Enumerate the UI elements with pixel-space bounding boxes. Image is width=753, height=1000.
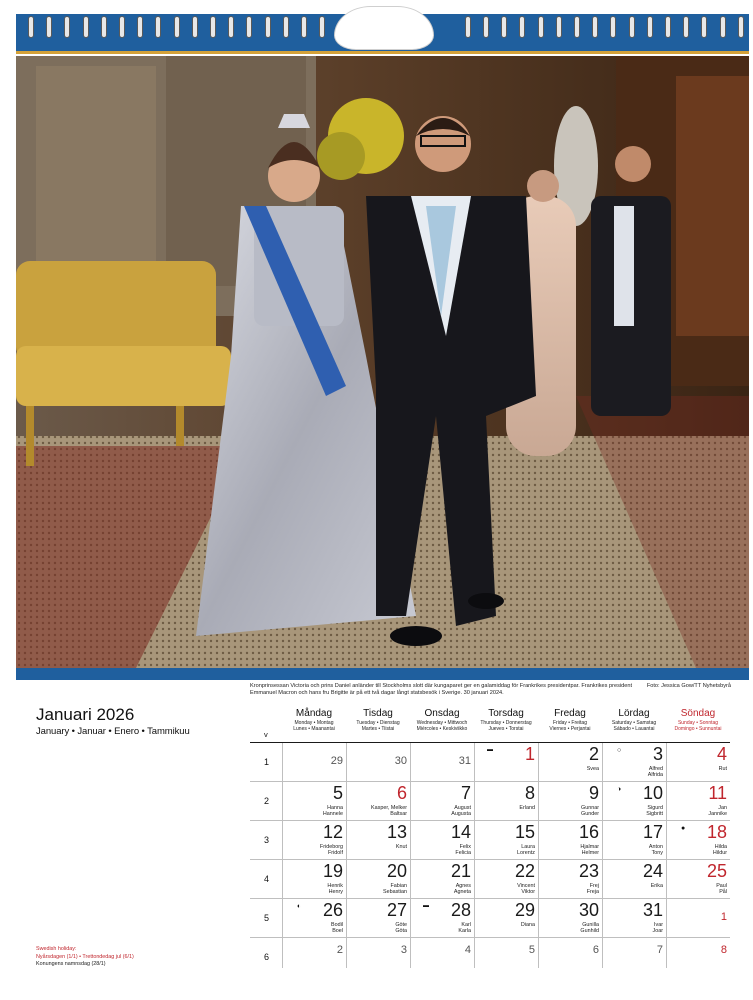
week-row: [250, 859, 730, 898]
day-cell[interactable]: [346, 743, 410, 781]
weekday-name: Torsdag: [488, 708, 524, 719]
day-number: 26: [322, 900, 343, 920]
weekday-translations: Sunday • Sonntag Domingo • Sunnuntai: [674, 720, 722, 732]
day-cell[interactable]: [602, 743, 666, 781]
day-number: 9: [588, 783, 599, 803]
day-cell[interactable]: [602, 899, 666, 937]
spiral-ring: [155, 16, 161, 38]
weekday-header: [408, 708, 476, 732]
day-cell[interactable]: [538, 860, 602, 898]
spiral-ring: [192, 16, 198, 38]
day-cell[interactable]: [474, 782, 538, 820]
day-cell[interactable]: [474, 860, 538, 898]
spiral-ring: [647, 16, 653, 38]
full-moon-icon: ○: [617, 747, 622, 754]
week-row: [250, 937, 730, 976]
day-cell[interactable]: [346, 821, 410, 859]
weekday-translations: Monday • Montag Lunes • Maanantai: [293, 720, 335, 732]
day-cell[interactable]: [410, 938, 474, 968]
day-cell[interactable]: [410, 860, 474, 898]
day-number: 30: [578, 900, 599, 920]
name-day-names: Henrik Henry: [327, 883, 343, 896]
day-number: 15: [514, 822, 535, 842]
day-cell[interactable]: [282, 899, 346, 937]
name-day-names: Hanna Hannele: [322, 805, 343, 818]
first-quarter-moon-icon: ◐: [297, 903, 302, 910]
day-number: 20: [386, 861, 407, 881]
name-day-names: Erland: [519, 805, 535, 811]
holiday-list: [36, 946, 134, 969]
photo-caption: Kronprinsessan Victoria och prins Daniel anländer till Stockholms slott där kungaparet ger en galamiddag för Frankrikes presidentpar. Frankrikes president Emmanuel Macron och hans fru Brigitte är på ett två dagar långt statsbesök i Sverige. 30 januari 2024.: [250, 683, 633, 696]
spiral-ring: [119, 16, 125, 38]
day-number: 29: [514, 900, 535, 920]
day-cell[interactable]: [410, 743, 474, 781]
day-number: 19: [322, 861, 343, 881]
month-title: Januari 2026: [36, 705, 135, 724]
name-day-names: Knut: [395, 844, 407, 850]
day-number: 3: [400, 944, 407, 956]
day-number: 10: [642, 783, 663, 803]
day-cell[interactable]: [666, 821, 730, 859]
day-number: 7: [460, 783, 471, 803]
day-cell[interactable]: [346, 782, 410, 820]
weekday-name: Tisdag: [363, 708, 393, 719]
day-cell[interactable]: [346, 860, 410, 898]
name-day-names: Fabian Sebastian: [383, 883, 407, 896]
day-number: 4: [716, 744, 727, 764]
day-number: 1: [524, 744, 535, 764]
name-day-names: Agnes Agneta: [453, 883, 471, 896]
day-cell[interactable]: [282, 782, 346, 820]
name-day-names: Svea: [586, 766, 599, 772]
day-number: 25: [706, 861, 727, 881]
photo-bottom-bar: [16, 668, 749, 680]
name-day-names: Frideborg Fridolf: [319, 844, 343, 857]
day-number: 4: [464, 944, 471, 956]
spiral-ring: [83, 16, 89, 38]
week-row: [250, 820, 730, 859]
weekday-translations: Wednesday • Mittwoch Miércoles • Keskiviikko: [416, 720, 468, 732]
spiral-ring: [465, 16, 471, 38]
day-number: 6: [592, 944, 599, 956]
spiral-ring: [265, 16, 271, 38]
month-subtitle: January • Januar • Enero • Tammikuu: [36, 726, 190, 737]
day-cell[interactable]: [602, 860, 666, 898]
day-number: 7: [656, 944, 663, 956]
day-cell[interactable]: [602, 782, 666, 820]
name-day-names: Göte Göta: [395, 922, 407, 935]
spiral-ring: [46, 16, 52, 38]
day-number: 5: [332, 783, 343, 803]
last-quarter-moon-icon: ◑: [617, 786, 622, 793]
name-day-names: August Augusta: [451, 805, 471, 818]
spiral-ring: [629, 16, 635, 38]
weekday-header: [280, 708, 348, 732]
spiral-ring: [137, 16, 143, 38]
flag-day-icon: ▬: [423, 903, 429, 909]
day-cell[interactable]: [538, 743, 602, 781]
day-cell[interactable]: [410, 821, 474, 859]
name-day-names: Hjalmar Helmer: [580, 844, 599, 857]
holiday-line-2: Konungens namnsdag (28/1): [36, 961, 106, 968]
spiral-ring: [501, 16, 507, 38]
day-number: 29: [330, 755, 343, 767]
day-number: 27: [386, 900, 407, 920]
spiral-ring: [319, 16, 325, 38]
week-number: 4: [264, 874, 270, 884]
name-day-names: Rut: [718, 766, 727, 772]
spiral-ring: [519, 16, 525, 38]
day-cell[interactable]: [474, 821, 538, 859]
name-day-names: Gunnar Gunder: [581, 805, 599, 818]
spiral-ring: [683, 16, 689, 38]
day-cell[interactable]: [666, 899, 730, 937]
spiral-ring: [174, 16, 180, 38]
week-column-label: v: [264, 730, 268, 739]
day-number: 1: [720, 911, 727, 923]
day-cell[interactable]: [410, 899, 474, 937]
weekday-header: [664, 708, 732, 732]
day-cell[interactable]: [410, 782, 474, 820]
day-cell[interactable]: [602, 938, 666, 968]
name-day-names: Bodil Boel: [331, 922, 343, 935]
photo-illustration: [16, 56, 749, 668]
spiral-ring: [592, 16, 598, 38]
name-day-names: Sigurd Sigbritt: [646, 805, 663, 818]
spiral-ring: [210, 16, 216, 38]
weekday-header: [536, 708, 604, 732]
weekday-header: [472, 708, 540, 732]
day-number: 22: [514, 861, 535, 881]
name-day-names: Anton Tony: [648, 844, 663, 857]
spiral-ring: [246, 16, 252, 38]
spiral-ring: [720, 16, 726, 38]
day-cell[interactable]: [282, 938, 346, 968]
name-day-names: Erika: [650, 883, 663, 889]
day-number: 3: [652, 744, 663, 764]
spiral-ring: [701, 16, 707, 38]
spiral-ring: [483, 16, 489, 38]
name-day-names: Alfred Alfrida: [647, 766, 663, 779]
holiday-heading: Swedish holiday:: [36, 946, 77, 952]
flag-day-icon: ▬: [487, 747, 493, 753]
spiral-ring: [738, 16, 744, 38]
spiral-ring: [556, 16, 562, 38]
name-day-names: Paul Pål: [716, 883, 727, 896]
weekday-translations: Friday • Freitag Viernes • Perjantai: [549, 720, 591, 732]
weekday-translations: Tuesday • Dienstag Martes • Tiistai: [356, 720, 400, 732]
spiral-ring: [610, 16, 616, 38]
day-cell[interactable]: [666, 938, 730, 968]
day-number: 17: [642, 822, 663, 842]
day-cell[interactable]: [538, 821, 602, 859]
day-number: 12: [322, 822, 343, 842]
day-number: 2: [336, 944, 343, 956]
spiral-ring: [301, 16, 307, 38]
weekday-header: [344, 708, 412, 732]
week-number: 5: [264, 913, 270, 923]
weekday-header-row: [250, 708, 730, 742]
weekday-name: Söndag: [680, 708, 716, 719]
day-cell[interactable]: [346, 899, 410, 937]
day-number: 2: [588, 744, 599, 764]
name-day-names: Felix Felicia: [455, 844, 471, 857]
name-day-names: Karl Karla: [458, 922, 471, 935]
name-day-names: Vincent Viktor: [517, 883, 535, 896]
day-number: 14: [450, 822, 471, 842]
day-cell[interactable]: [538, 899, 602, 937]
name-day-names: Diana: [520, 922, 535, 928]
photo-credit: Foto: Jessica Gow/TT Nyhetsbyrå: [646, 683, 731, 689]
day-number: 6: [396, 783, 407, 803]
name-day-names: Gunilla Gunhild: [580, 922, 599, 935]
week-row: [250, 781, 730, 820]
name-day-names: Hilda Hildur: [712, 844, 727, 857]
week-number: 2: [264, 796, 270, 806]
name-day-names: Jan Jannike: [708, 805, 727, 818]
day-number: 8: [720, 944, 727, 956]
day-cell[interactable]: [346, 938, 410, 968]
spiral-ring: [28, 16, 34, 38]
day-cell[interactable]: [538, 938, 602, 968]
day-cell[interactable]: [282, 821, 346, 859]
week-row: [250, 898, 730, 937]
spiral-ring: [574, 16, 580, 38]
day-number: 24: [642, 861, 663, 881]
day-cell[interactable]: [474, 743, 538, 781]
day-number: 16: [578, 822, 599, 842]
new-moon-icon: ●: [681, 825, 686, 832]
week-number: 3: [264, 835, 270, 845]
week-number: 1: [264, 757, 270, 767]
weekday-translations: Thursday • Donnerstag Jueves • Torstai: [480, 720, 532, 732]
day-number: 28: [450, 900, 471, 920]
day-number: 21: [450, 861, 471, 881]
day-cell[interactable]: [474, 899, 538, 937]
day-cell[interactable]: [538, 782, 602, 820]
spiral-ring: [665, 16, 671, 38]
day-number: 11: [708, 783, 727, 803]
spiral-ring: [283, 16, 289, 38]
weekday-name: Lördag: [618, 708, 650, 719]
weekday-name: Måndag: [295, 708, 333, 719]
day-cell[interactable]: [282, 743, 346, 781]
spiral-ring: [538, 16, 544, 38]
week-row: [250, 742, 730, 781]
day-cell[interactable]: [666, 743, 730, 781]
day-cell[interactable]: [602, 821, 666, 859]
day-number: 31: [642, 900, 663, 920]
holiday-line-1: Nyårsdagen (1/1) • Trettondedag jul (6/1): [36, 953, 134, 960]
weekday-name: Onsdag: [424, 708, 460, 719]
day-number: 31: [458, 755, 471, 767]
weekday-header: [600, 708, 668, 732]
hanger-hole: [334, 6, 434, 50]
day-number: 18: [706, 822, 727, 842]
day-cell[interactable]: [282, 860, 346, 898]
cover-photo: [16, 56, 749, 668]
weekday-name: Fredag: [554, 708, 586, 719]
day-number: 30: [394, 755, 407, 767]
day-cell[interactable]: [666, 860, 730, 898]
calendar-grid: [250, 708, 730, 976]
weekday-translations: Saturday • Samstag Sábado • Lauantai: [611, 720, 657, 732]
name-day-names: Kasper, Melker Baltsar: [371, 805, 407, 818]
name-day-names: Ivar Joar: [652, 922, 663, 935]
week-number: 6: [264, 952, 270, 962]
day-number: 8: [524, 783, 535, 803]
spiral-ring: [228, 16, 234, 38]
name-day-names: Frej Freja: [586, 883, 599, 896]
gold-rule: [16, 51, 749, 54]
day-number: 23: [578, 861, 599, 881]
name-day-names: Laura Lorentz: [517, 844, 535, 857]
day-number: 5: [528, 944, 535, 956]
spiral-ring: [64, 16, 70, 38]
day-cell[interactable]: [474, 938, 538, 968]
day-number: 13: [386, 822, 407, 842]
day-cell[interactable]: [666, 782, 730, 820]
spiral-ring: [101, 16, 107, 38]
